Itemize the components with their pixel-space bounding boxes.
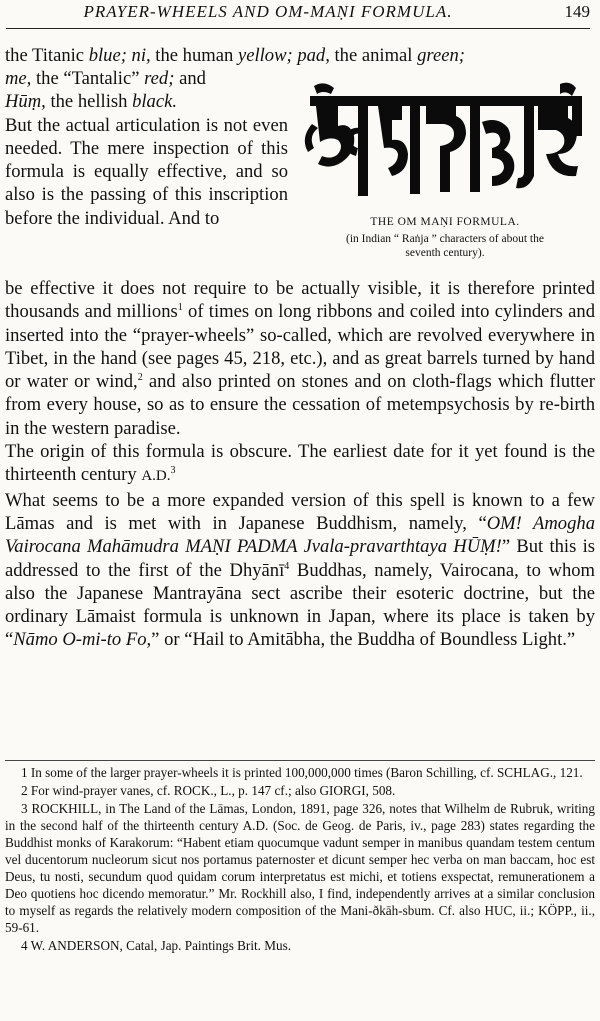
text-run: the animal xyxy=(329,45,418,66)
text-run-italic: Hūṃ, xyxy=(5,91,46,113)
om-mani-figure xyxy=(296,82,594,272)
text-run-italic: blue; ni, xyxy=(88,45,151,66)
paragraph-4 xyxy=(5,489,595,652)
text-run: What seems to be a more expanded version of this spell is known to a few Lāmas and is met with in Japanese Buddhism, namely, “ xyxy=(5,489,595,534)
text-run: The origin of this formula is obscure. The earliest date for it yet found is the thirteenth century xyxy=(5,441,595,486)
narrow-column-text xyxy=(5,67,288,230)
footnote-ref-2[interactable]: 2 xyxy=(137,372,143,383)
footnote-4: 4 W. ANDERSON, Catal, Jap. Paintings Brit. Mus. xyxy=(21,938,291,953)
text-run: be effective it does not require to be actually visible, it is therefore printed thousands and millions xyxy=(5,278,595,323)
paragraph-2-full xyxy=(5,277,595,440)
paragraph-1-line-1 xyxy=(5,44,595,67)
text-run: ” But this is addressed to the first of the Dhyānī xyxy=(5,536,595,581)
page-header xyxy=(6,2,590,29)
text-run: the hellish xyxy=(45,91,133,113)
footnote-ref-1[interactable]: 1 xyxy=(177,302,183,314)
text-run: the Titanic xyxy=(5,45,89,66)
text-run: ” or “Hail to Amitābha, the Buddha of Boundless Light.” xyxy=(151,629,576,651)
footnote-ref-4[interactable]: 4 xyxy=(284,560,290,572)
footnotes xyxy=(5,764,595,955)
running-head: PRAYER-WHEELS AND OM-MAṆI FORMULA. xyxy=(83,2,453,21)
paragraph-1-continued xyxy=(5,67,288,114)
text-run: the human xyxy=(150,45,238,66)
figure-caption-line-1: (in Indian “ Raṅja ” characters of about the xyxy=(346,233,544,245)
paragraph-3 xyxy=(5,440,595,489)
text-run: Buddhas, namely, Vairocana, to whom also the Japanese Mantrayāna sect ascribe their esoteric doctrine, but the ordinary Lāmaist formula is unknown in Japan, where its place is taken by “ xyxy=(5,559,596,651)
era-abbrev: A.D. xyxy=(141,468,171,485)
footnote-rule xyxy=(5,760,595,761)
figure-caption-title: THE OM MAṆI FORMULA. xyxy=(370,216,520,228)
text-run: the “Tantalic” xyxy=(31,68,145,89)
text-run-italic: black. xyxy=(132,91,177,113)
text-run-italic: green; xyxy=(417,45,465,66)
footnote-1: 1 In some of the larger prayer-wheels it is printed 100,000,000 times (Baron Schilling, cf. SCHLAG., 121. xyxy=(21,765,583,780)
text-run: and also printed on stones and on cloth-flags which flutter from every house, so as to ensure the cessation of metempsychosis by re-birth in the western paradise. xyxy=(5,371,595,439)
text-run-italic: yellow; pad, xyxy=(237,45,330,66)
figure-caption-subtitle xyxy=(296,232,594,260)
text-run-italic: me, xyxy=(5,68,32,89)
mantra-text: OM! Amogha Vairocana Mahāmudra MAṆI PADMA Jvala-pravarthtaya HŪṂ! xyxy=(5,512,595,558)
text-run-italic: red; xyxy=(144,68,175,89)
text-run-italic: Nāmo O-mi-to Fo, xyxy=(13,629,152,651)
figure-caption-line-2: seventh century). xyxy=(405,247,485,259)
footnote-3: 3 ROCKHILL, in The Land of the Lāmas, London, 1891, page 326, notes that Wilhelm de Rubruk, writing in the second half of the thirteenth century A.D. (Soc. de Geog. de Paris, iv., page 283) states regarding the Buddhist monks of Karakorum: “Habent etiam quocumque vadunt semper in manibus quandam testem centum vel ducentorum nucleorum sicut nos portamus paternoster et dicunt semper hec verba on man baccam, hoc est Deus, tu nosti, secundum quod quidam corum interpretatus est michi, et totiens exspectat, remunerationem a Deo quotiens hoc dicendo memoratur.” Mr. Rockhill also, I find, independently arrives at a similar conclusion to myself as regards the relatively modern composition of the Mani-ðkāh-sbum. Cf. also HUC, ii.; KÖPP., ii., 59-61. xyxy=(5,801,595,935)
main-column-text xyxy=(5,277,595,652)
text-run: of times on long ribbons and coiled into cylinders and inserted into the “prayer-wheels” so-called, which are revolved everywhere in Tibet, in the hand (see pages 45, 218, etc.), and as great barrels turned by hand or water or wind, xyxy=(5,301,595,393)
page-number: 149 xyxy=(564,2,590,21)
footnote-ref-3[interactable]: 3 xyxy=(170,465,176,477)
text-run: and xyxy=(174,68,206,89)
footnote-2: 2 For wind-prayer vanes, cf. ROCK., L., p. 147 cf.; also GIORGI, 508. xyxy=(21,783,396,798)
paragraph-2-narrow: But the actual articulation is not even needed. The mere inspection of this formula is equally effective, and so also is the passing of this inscription before the individual. And to xyxy=(5,114,288,229)
ranja-script-image xyxy=(302,82,590,212)
